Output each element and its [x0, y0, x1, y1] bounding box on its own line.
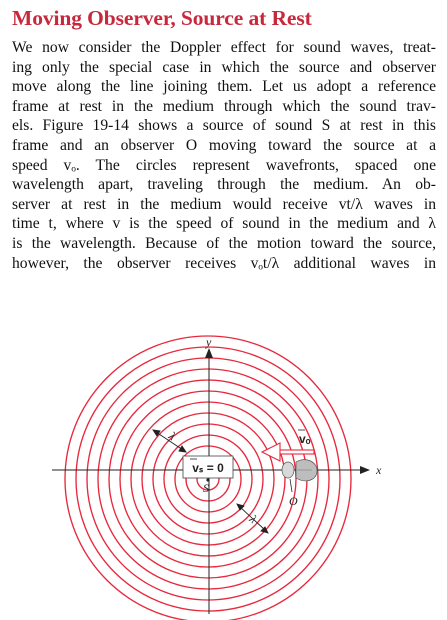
paragraph-line: wavelength apart, traveling through the medium. An ob- [12, 176, 436, 194]
y-axis-arrowhead [205, 348, 213, 358]
observer-pointer [290, 479, 292, 492]
wavelength-label-lower: λ [246, 511, 260, 527]
paragraph-line: frame at rest in the medium through which the sound trav- [12, 97, 436, 115]
observer-velocity-shaft [278, 450, 314, 454]
paragraph-line: is the wavelength. Because of the motion toward the source, [12, 234, 436, 252]
paragraph-line: ing only the special case in which the source and observer [12, 58, 436, 76]
y-axis-label: y [206, 335, 212, 349]
paragraph-line: els. Figure 19-14 shows a source of sound S at rest in this [12, 117, 436, 135]
section-heading: Moving Observer, Source at Rest [12, 6, 312, 30]
paragraph-line: server at rest in the medium would receive vt/λ waves in [12, 195, 436, 213]
paragraph-line: We now consider the Doppler effect for sound waves, treat- [12, 39, 436, 56]
wavelength-label-upper: λ [166, 428, 179, 444]
paragraph-line: speed vₒ. The circles represent wavefronts, spaced one [12, 156, 436, 174]
paragraph-line: however, the observer receives vₒt/λ additional waves in [12, 254, 436, 272]
observer-label: O [289, 494, 298, 508]
x-axis-arrowhead [360, 466, 370, 474]
source-label: S [203, 481, 209, 495]
observer-velocity-label: vₒ [299, 432, 311, 446]
paragraph-line: move along the line joining them. Let us adopt a reference [12, 78, 436, 96]
source-velocity-label: vₛ = 0 [192, 461, 224, 475]
ear-icon [282, 460, 317, 481]
x-axis-label: x [376, 463, 382, 477]
paragraph-line: time t, where v is the speed of sound in the medium and λ [12, 215, 436, 233]
paragraph-line: frame and an observer O moving toward the source at a [12, 136, 436, 154]
